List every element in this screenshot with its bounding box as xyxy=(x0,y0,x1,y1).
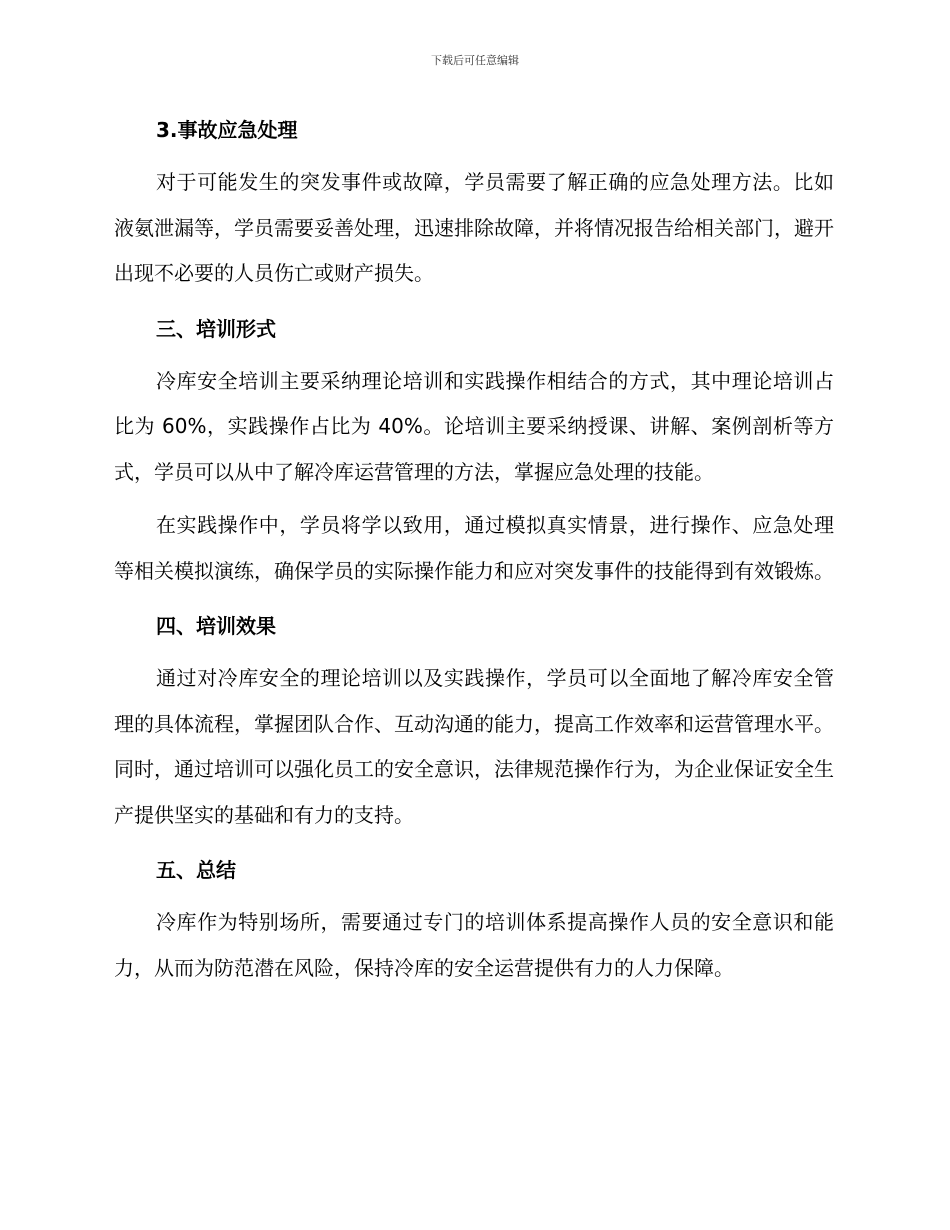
paragraph-training-effect: 通过对冷库安全的理论培训以及实践操作，学员可以全面地了解冷库安全管理的具体流程，掌握团队合作、互动沟通的能力，提高工作效率和运营管理水平。同时，通过培训可以强化员工的安全意识，法律规范操作行为，为企业保证安全生产提供坚实的基础和有力的支持。 xyxy=(114,666,834,827)
section-heading-training-effect: 四、培训效果 xyxy=(156,614,276,638)
paragraph-summary: 冷库作为特别场所，需要通过专门的培训体系提高操作人员的安全意识和能力，从而为防范潜在风险，保持冷库的安全运营提供有力的人力保障。 xyxy=(114,910,834,980)
page-header-note: 下载后可任意编辑 xyxy=(431,54,519,67)
paragraph-accident-emergency: 对于可能发生的突发事件或故障，学员需要了解正确的应急处理方法。比如液氨泄漏等，学员需要妥善处理，迅速排除故障，并将情况报告给相关部门，避开出现不必要的人员伤亡或财产损失。 xyxy=(114,170,834,285)
section-heading-summary: 五、总结 xyxy=(156,858,236,882)
document-body xyxy=(114,110,834,991)
paragraph-training-format-1: 冷库安全培训主要采纳理论培训和实践操作相结合的方式，其中理论培训占比为 60%，实践操作占比为 40%。论培训主要采纳授课、讲解、案例剖析等方式，学员可以从中了解冷库运营管理的方法，掌握应急处理的技能。 xyxy=(114,368,834,484)
section-heading-training-format: 三、培训形式 xyxy=(156,316,276,341)
paragraph-training-format-2: 在实践操作中，学员将学以致用，通过模拟真实情景，进行操作、应急处理等相关模拟演练，确保学员的实际操作能力和应对突发事件的技能得到有效锻炼。 xyxy=(114,513,834,583)
section-heading-accident-emergency: 3.事故应急处理 xyxy=(156,118,298,142)
